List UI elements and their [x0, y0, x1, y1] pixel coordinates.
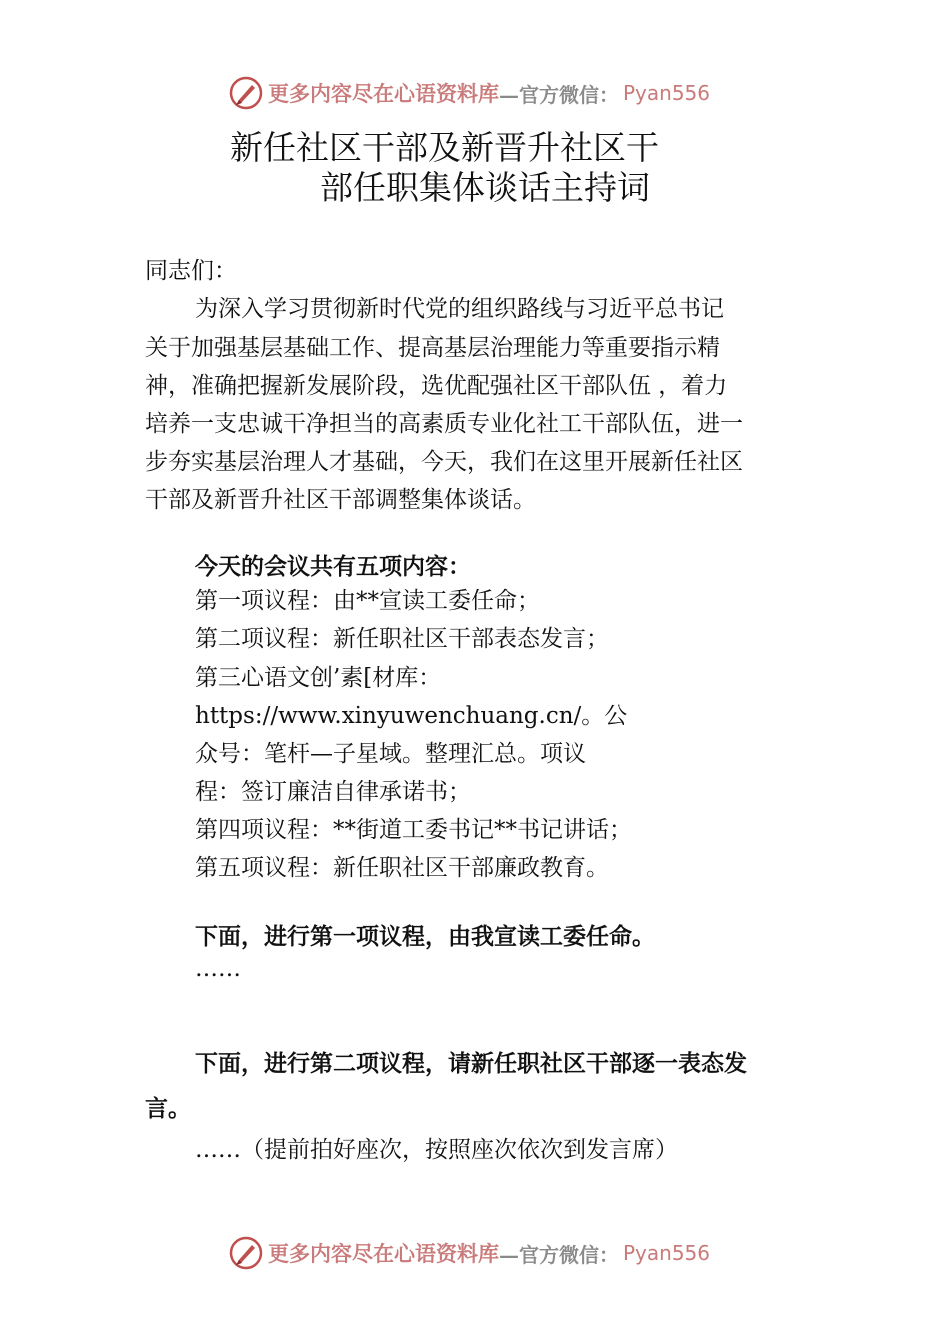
pen-logo-icon	[228, 75, 264, 111]
watermark-wechat-id: Pyan556	[623, 81, 711, 105]
watermark-wechat-id: Pyan556	[623, 1241, 711, 1265]
agenda-item-4: 第四项议程：**街道工委书记**书记讲话；	[195, 817, 632, 843]
intro-line-3: 神，准确把握新发展阶段，选优配强社区干部队伍 ，着力	[145, 373, 728, 399]
document-title-line2: 部任职集体谈话主持词	[320, 168, 650, 207]
section1-heading: 下面，进行第一项议程，由我宣读工委任命。	[195, 924, 655, 950]
section2-note: ……（提前拍好座次，按照座次依次到发言席）	[195, 1137, 678, 1163]
agenda-item-3-account: 众号：笔杆—子星域。整理汇总。项议	[195, 741, 586, 767]
agenda-heading: 今天的会议共有五项内容：	[195, 554, 471, 580]
section1-ellipsis: ……	[195, 956, 241, 982]
pen-logo-icon	[228, 1235, 264, 1271]
section2-heading-line1: 下面，进行第二项议程，请新任职社区干部逐一表态发	[195, 1051, 747, 1077]
watermark-gray-text: —官方微信：	[499, 82, 619, 107]
intro-line-1: 为深入学习贯彻新时代党的组织路线与习近平总书记	[195, 296, 724, 322]
agenda-item-1: 第一项议程：由**宣读工委任命；	[195, 588, 540, 614]
section2-heading-line2: 言。	[145, 1096, 191, 1122]
agenda-item-3-url: https://www.xinyuwenchuang.cn/。公	[195, 703, 628, 729]
intro-line-2: 关于加强基层基础工作、提高基层治理能力等重要指示精	[145, 335, 720, 361]
document-title-line1: 新任社区干部及新晋升社区干	[230, 128, 659, 167]
intro-line-5: 步夯实基层治理人才基础，今天，我们在这里开展新任社区	[145, 449, 743, 475]
intro-line-4: 培养一支忠诚干净担当的高素质专业化社工干部队伍，进一	[145, 411, 743, 437]
watermark-banner-top	[228, 73, 710, 113]
watermark-gray-text: —官方微信：	[499, 1242, 619, 1267]
agenda-item-3: 第三心语文创’素[材库：	[195, 665, 442, 691]
intro-line-6: 干部及新晋升社区干部调整集体谈话。	[145, 487, 536, 513]
agenda-item-2: 第二项议程：新任职社区干部表态发言；	[195, 626, 609, 652]
watermark-banner-bottom	[228, 1233, 710, 1273]
agenda-item-3-end: 程：签订廉洁自律承诺书；	[195, 779, 471, 805]
greeting: 同志们：	[145, 258, 237, 284]
watermark-red-text: 更多内容尽在心语资料库	[268, 81, 499, 106]
agenda-item-5: 第五项议程：新任职社区干部廉政教育。	[195, 855, 609, 881]
watermark-red-text: 更多内容尽在心语资料库	[268, 1241, 499, 1266]
